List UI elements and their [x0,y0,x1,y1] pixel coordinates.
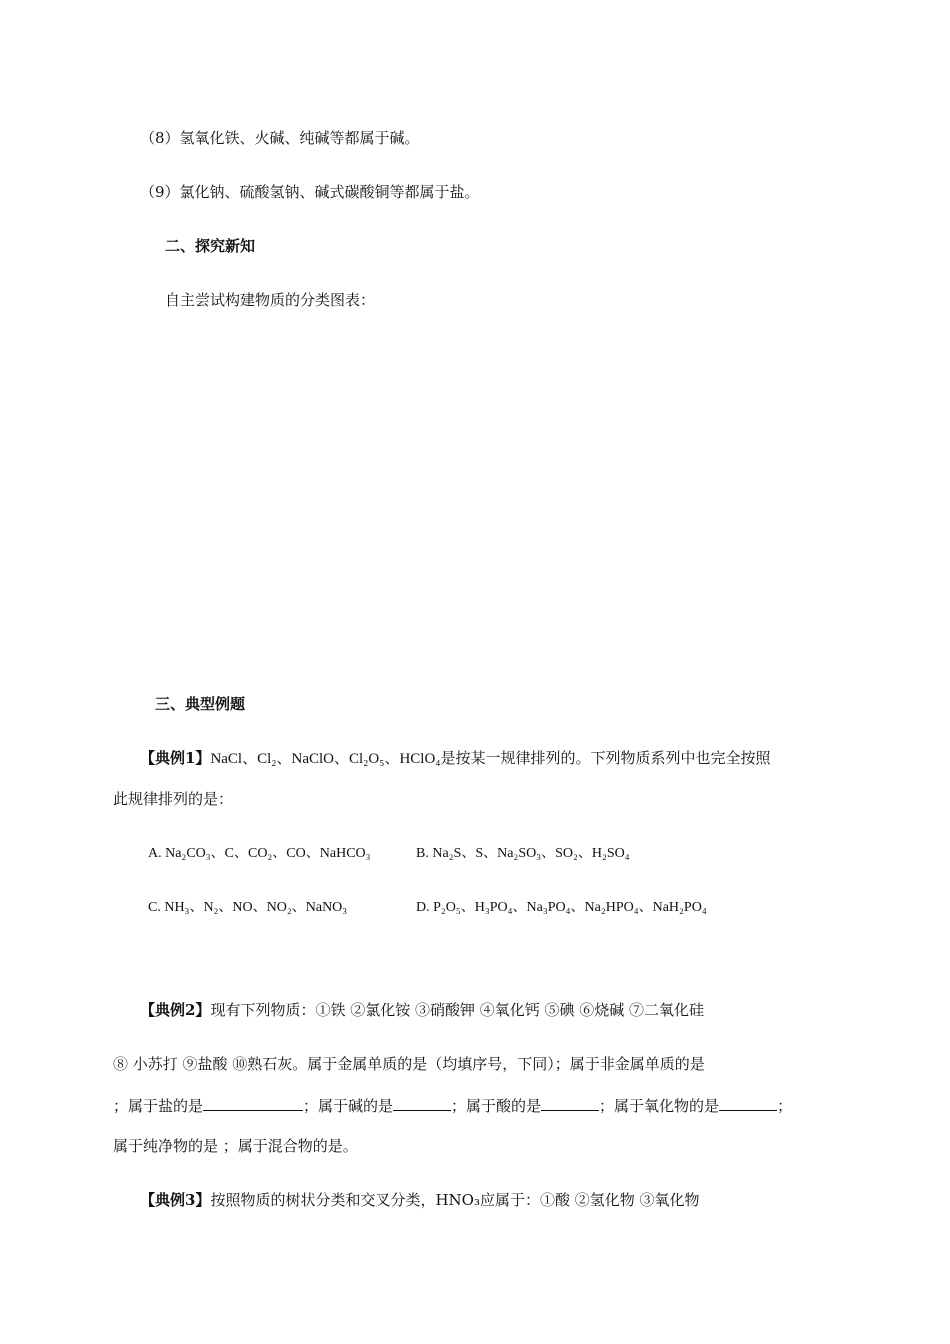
example-2-line-3 [113,1096,792,1116]
example-1-line-1 [140,748,771,769]
example-1-line-2: 此规律排列的是： [113,790,234,808]
example-1-tag: 【典例1】 [140,749,211,767]
acid-prompt: ；属于酸的是 [451,1097,542,1115]
line-end: ； [777,1097,793,1115]
acid-answer-blank[interactable] [541,1096,599,1111]
option-a: A. Na₂CO₃、C、CO₂、CO、NaHCO₃ [148,846,371,861]
example-3-question: 按照物质的树状分类和交叉分类，HNO₃应属于：①酸 ②氢化物 ③氧化物 [210,1191,700,1209]
option-c: C. NH₃、N₂、NO、NO₂、NaNO₃ [148,900,348,915]
oxide-prompt: ；属于氧化物的是 [599,1097,720,1115]
example-3-tag: 【典例3】 [140,1191,211,1209]
example-2-line-2: ⑧ 小苏打 ⑨盐酸 ⑩熟石灰。属于金属单质的是（均填序号，下同）；属于非金属单质的是 [113,1055,705,1073]
item-9: （9）氯化钠、硫酸氢钠、碱式碳酸铜等都属于盐。 [140,183,480,201]
salt-prompt: ；属于盐的是 [113,1097,204,1115]
example-1-question: NaCl、Cl₂、NaClO、Cl₂O₅、HClO₄是按某一规律排列的。下列物质系列中也完全按照 [210,751,771,767]
example-2-line-4: 属于纯净物的是 ；属于混合物的是。 [113,1137,358,1155]
example-3-line-1 [140,1190,700,1210]
section-2-prompt: 自主尝试构建物质的分类图表： [165,291,376,309]
section-3-heading: 三、典型例题 [155,695,246,713]
example-2-line-1 [140,1000,704,1020]
base-answer-blank[interactable] [393,1096,451,1111]
example-2-tag: 【典例2】 [140,1001,211,1019]
oxide-answer-blank[interactable] [719,1096,777,1111]
option-b: B. Na₂S、S、Na₂SO₃、SO₂、H₂SO₄ [416,846,630,861]
salt-answer-blank[interactable] [203,1096,303,1111]
option-d: D. P₂O₅、H₃PO₄、Na₃PO₄、Na₂HPO₄、NaH₂PO₄ [416,900,707,915]
item-8: （8）氢氧化铁、火碱、纯碱等都属于碱。 [140,129,420,147]
section-2-heading: 二、探究新知 [165,237,256,255]
base-prompt: ；属于碱的是 [303,1097,394,1115]
example-2-materials: 现有下列物质：①铁 ②氯化铵 ③硝酸钾 ④氧化钙 ⑤碘 ⑥烧碱 ⑦二氧化硅 [210,1001,705,1019]
